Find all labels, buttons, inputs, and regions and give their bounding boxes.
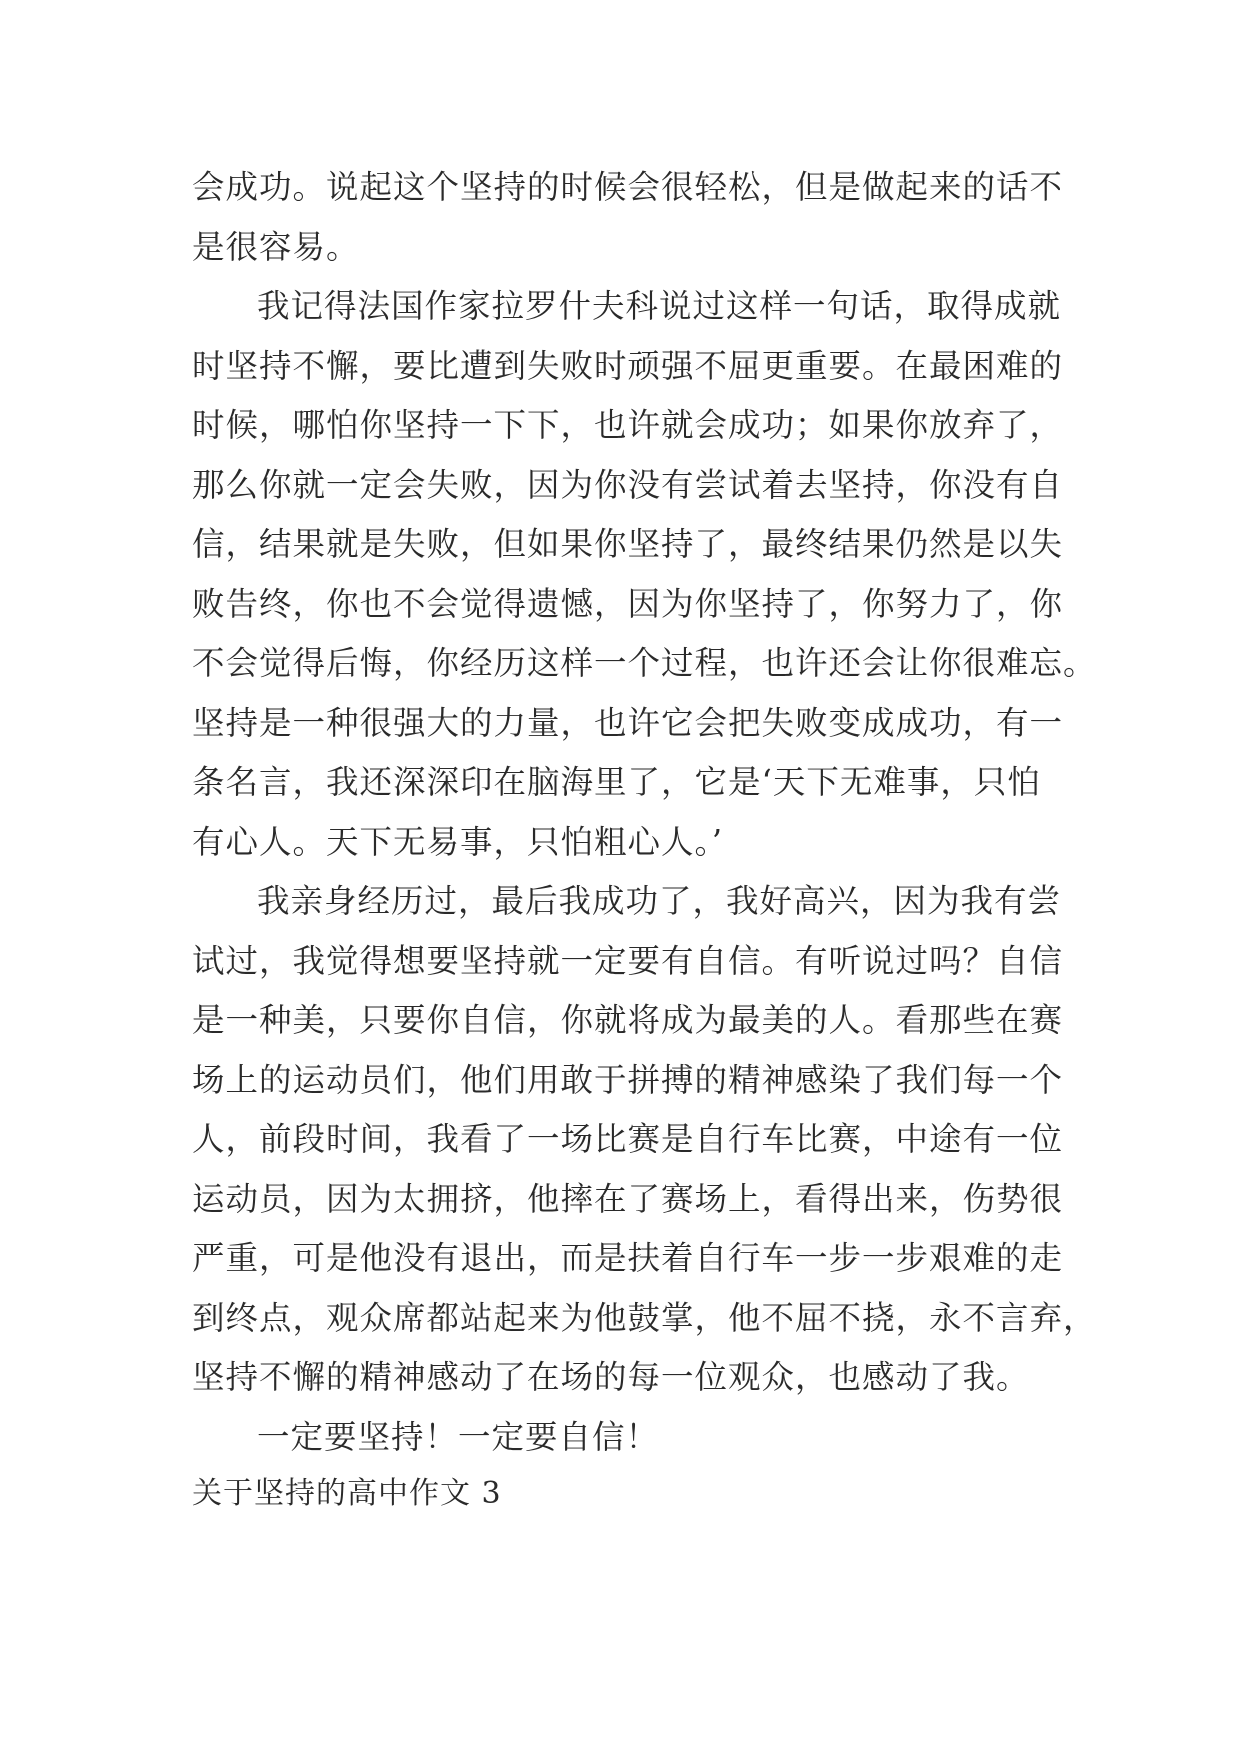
- text-line: 不会觉得后悔，你经历这样一个过程，也许还会让你很难忘。: [192, 644, 1097, 682]
- text-line: 时坚持不懈，要比遭到失败时顽强不屈更重要。在最困难的: [192, 346, 1064, 385]
- paragraph-start-line: 一定要坚持！一定要自信！: [257, 1417, 660, 1456]
- text-line: 败告终，你也不会觉得遗憾，因为你坚持了，你努力了，你: [192, 584, 1064, 623]
- text-line: 场上的运动员们，他们用敢于拼搏的精神感染了我们每一个: [192, 1060, 1064, 1099]
- text-line: 严重，可是他没有退出，而是扶着自行车一步一步艰难的走: [192, 1239, 1064, 1277]
- text-line: 坚持不懈的精神感动了在场的每一位观众，也感动了我。: [192, 1358, 1030, 1396]
- text-line: 会成功。说起这个坚持的时候会很轻松，但是做起来的话不: [192, 168, 1064, 206]
- text-line: 试过，我觉得想要坚持就一定要有自信。有听说过吗？自信: [192, 941, 1064, 980]
- paragraph-start-line: 我记得法国作家拉罗什夫科说过这样一句话，取得成就: [257, 287, 1062, 325]
- text-line: 信，结果就是失败，但如果你坚持了，最终结果仍然是以失: [192, 525, 1064, 563]
- text-line: 人，前段时间，我看了一场比赛是自行车比赛，中途有一位: [192, 1120, 1064, 1158]
- text-line: 运动员，因为太拥挤，他摔在了赛场上，看得出来，伤势很: [192, 1179, 1064, 1218]
- text-line: 那么你就一定会失败，因为你没有尝试着去坚持，你没有自: [192, 465, 1064, 504]
- essay-body: [192, 158, 1097, 1467]
- paragraph-start-line: 我亲身经历过，最后我成功了，我好高兴，因为我有尝: [257, 882, 1062, 920]
- text-line: 坚持是一种很强大的力量，也许它会把失败变成成功，有一: [192, 703, 1064, 742]
- text-line: 时候，哪怕你坚持一下下，也许就会成功；如果你放弃了，: [192, 406, 1064, 444]
- section-heading: 关于坚持的高中作文 3: [192, 1476, 502, 1511]
- text-line: 是一种美，只要你自信，你就将成为最美的人。看那些在赛: [192, 1001, 1064, 1039]
- text-line: 条名言，我还深深印在脑海里了，它是‘天下无难事，只怕: [192, 763, 1041, 801]
- text-line: 有心人。天下无易事，只怕粗心人。’: [192, 822, 724, 861]
- text-line: 是很容易。: [192, 227, 360, 266]
- text-line: 到终点，观众席都站起来为他鼓掌，他不屈不挠，永不言弃，: [192, 1298, 1097, 1337]
